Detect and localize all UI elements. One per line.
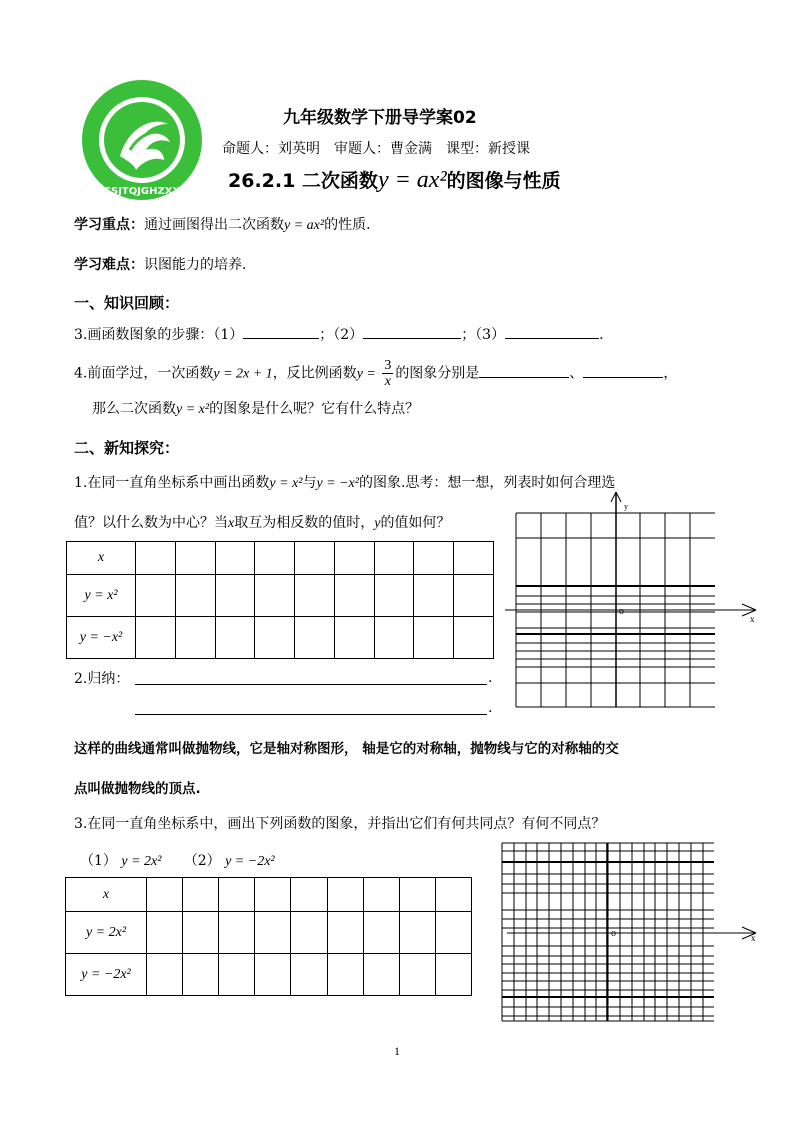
section1-heading: 一、知识回顾：: [74, 294, 180, 312]
question-3-line: 3.画函数图象的步骤：（1） ；（2） ；（3） .: [74, 324, 604, 344]
table-header-cell: x: [67, 542, 136, 575]
table-header-cell: y = −x²: [67, 617, 136, 659]
authors-line: 命题人：刘英明 审题人：曹金满 课型：新授课: [222, 141, 530, 157]
induction-end-2: .: [488, 700, 493, 716]
question-2-line: 2.归纳：: [74, 671, 130, 687]
question-1-line1: 1.在同一直角坐标系中画出函数y = x²与y = −x²的图象.思考：想一想，列表时如何合理选: [74, 475, 616, 491]
axis-label-y: y: [624, 502, 628, 511]
question-3b-line: 3.在同一直角坐标系中，画出下列函数的图象，并指出它们有何共同点？有何不同点？: [74, 816, 606, 832]
parabola-note-line2: 点叫做抛物线的顶点.: [74, 781, 201, 797]
induction-end-1: .: [488, 670, 493, 686]
axis-label-x: x: [750, 614, 755, 624]
question-4-line2: 那么二次函数y = x²的图象是什么呢？它有什么特点？: [92, 401, 420, 417]
origin-label: o: [611, 928, 616, 939]
key-point-line: 学习重点：通过画图得出二次函数y = ax²的性质.: [74, 217, 371, 233]
difficulty-line: 学习难点：识图能力的培养.: [74, 257, 247, 273]
axis-label-x: x: [751, 933, 756, 943]
parabola-note-line1: 这样的曲线通常叫做抛物线，它是轴对称图形， 轴是它的对称轴，抛物线与它的对称轴的交: [74, 741, 619, 757]
table-header-cell: y = 2x²: [66, 912, 147, 954]
question-3b-functions: （1） y = 2x² （2） y = −2x²: [80, 853, 275, 869]
page-number: 1: [394, 1044, 400, 1058]
question-1-line2: 值？以什么数为中心？当x取互为相反数的值时，y的值如何？: [74, 515, 451, 531]
document-title: 九年级数学下册导学案02: [283, 108, 477, 128]
lesson-title: 26.2.1 二次函数y = ax²的图像与性质: [228, 167, 561, 193]
fraction: $\frac{3}{x}$: [384, 358, 392, 389]
table-header-cell: x: [66, 878, 147, 912]
table-header-cell: y = −2x²: [66, 954, 147, 996]
table-header-cell: y = x²: [67, 575, 136, 617]
section2-heading: 二、新知探究：: [74, 439, 180, 457]
question-4-line: 4.前面学过，一次函数y = 2x + 1，反比例函数y = $\frac{3}{x}$ 的图象分别是 、 ，: [74, 358, 678, 389]
origin-label: o: [619, 606, 624, 617]
svg-text:CCSJTQJGHZXXX: CCSJTQJGHZXXX: [96, 186, 188, 197]
